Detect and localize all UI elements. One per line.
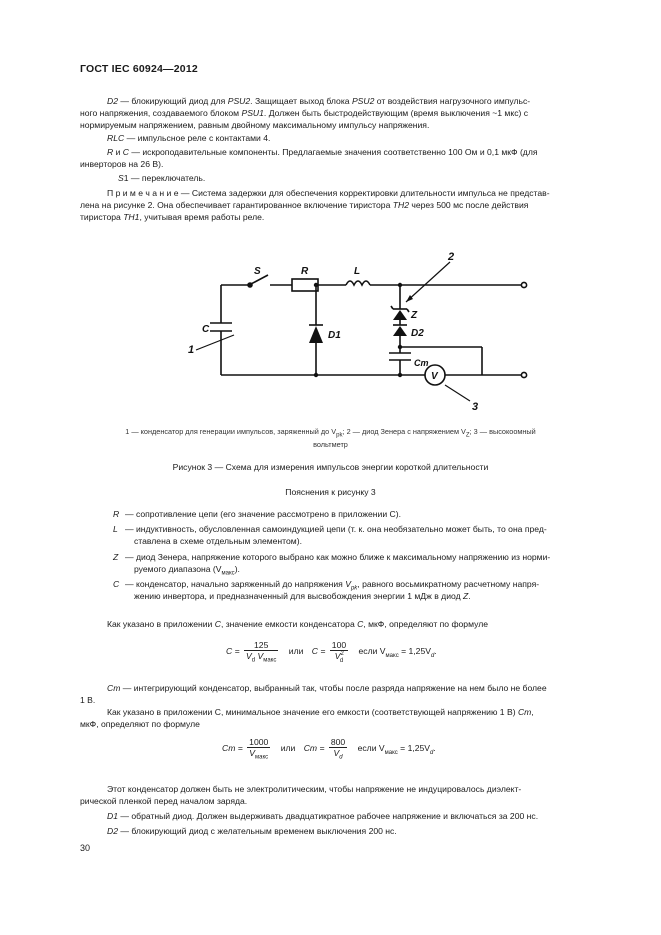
expl-c-text1: — конденсатор, начально заряженный до напряжения $V_{pk}$, равного восьмикратному расчетному напря- <box>125 579 540 592</box>
label-l: L <box>354 266 361 277</box>
label-d2: D2 <box>411 328 424 339</box>
expl-z-text2: руемого диапазона $(V_{макс})$. <box>134 564 240 577</box>
junction-z-top <box>398 283 402 287</box>
rlc-definition: RLC — импульсное реле с контактами 4. <box>107 133 271 143</box>
formula1-intro: Как указано в приложении С, значение емкости конденсатора C, мкФ, определяют по формуле <box>107 619 488 629</box>
label-c: C <box>202 324 210 335</box>
formula2: Cm = $\frac{1000}{V_{макс}}$ или Cm = $\frac{800}{V_d}$ если $V_{макс} = 1,25V_d$. <box>222 737 436 761</box>
figure-subtitle: Пояснения к рисунку 3 <box>285 487 376 497</box>
zener-z-triangle <box>393 310 407 320</box>
expl-l-text1: — индуктивность, обусловленная самоиндукцией цепи (т. к. она необязательно может быть, то она пред- <box>125 524 547 534</box>
figure-legend: 1 — конденсатор для генерации импульсов, заряженный до $V_{pk}$; 2 — диод Зенера с напряжением $V_Z$; 3 — высокоомный вольтметр <box>125 427 536 450</box>
d2-definition-line2: ного напряжения, создаваемого блоком PSU1. Должен быть быстродействующим (время выключения ~1 мкс) с <box>80 108 529 118</box>
s1-definition: S1 — переключатель. <box>118 173 206 183</box>
formula1: C = $\frac{125}{V_d V_{макс}}$ или C = $\frac{100}{V^2_d}$ если $V_{макс} = 1,25V_d$. <box>226 640 437 664</box>
expl-z-text1: — диод Зенера, напряжение которого выбрано как можно ближе к максимальному напряжению из норми- <box>125 552 551 562</box>
label-v: V <box>431 371 438 382</box>
page-number: 30 <box>80 843 91 853</box>
label-d1: D1 <box>328 330 341 341</box>
cm-definition-line2: 1 В. <box>80 695 96 705</box>
figure-title: Рисунок 3 — Схема для измерения импульсов энергии короткой длительности <box>172 462 489 472</box>
circuit-diagram <box>170 245 540 415</box>
closing-line1: Этот конденсатор должен быть не электролитическим, чтобы напряжение не индуцировалось диэлект- <box>107 784 522 794</box>
junction-d1-top <box>314 283 318 287</box>
rc-definition-line2: инверторов на 26 В). <box>80 159 164 169</box>
terminal-bottom <box>521 372 526 377</box>
expl-c-text2: жению инвертора, и предназначенный для высвобождения энергии 1 мДж в диод Z. <box>134 591 471 601</box>
note-line3: тиристора TH1, учитывая время работы реле. <box>80 212 265 222</box>
note-line1: П р и м е ч а н и е — Система задержки для обеспечения корректировки длительности импульса не представ- <box>107 188 550 198</box>
pointer-2 <box>406 262 450 302</box>
cm-definition-line1: Cm — интегрирующий конденсатор, выбранный так, чтобы после разряда напряжение на нем было не более <box>107 683 547 693</box>
formula2-intro-line1: Как указано в приложении С, минимальное значение его емкости (соответствующей напряжению 1 В) Cm, <box>107 707 534 717</box>
diode-d1-triangle <box>309 326 323 343</box>
label-z: Z <box>411 310 418 321</box>
d2-definition-line1: D2 — блокирующий диод для PSU2. Защищает выход блока PSU2 от воздействия нагрузочного импульс- <box>107 96 531 106</box>
expl-l-symbol: L <box>113 524 118 534</box>
note-line2: лена на рисунке 2. Она обеспечивает гарантированное включение тиристора TH2 через 500 мс после действия <box>80 200 529 210</box>
d2-definition-line3: нормируемым напряжением, равным двойному максимальному импульсу напряжения. <box>80 120 430 130</box>
junction-cm-top <box>398 345 402 349</box>
junction-d1-bottom <box>314 373 318 377</box>
pointer-1 <box>196 335 234 350</box>
label-number-3: 3 <box>472 401 479 413</box>
pointer-3 <box>445 385 470 401</box>
terminal-top <box>521 282 526 287</box>
expl-r-text: — сопротивление цепи (его значение рассмотрено в приложении С). <box>125 509 401 519</box>
junction-cm-bottom <box>398 373 402 377</box>
expl-z-symbol: Z <box>113 552 119 562</box>
d1-definition: D1 — обратный диод. Должен выдерживать двадцатикратное рабочее напряжение и включаться за 200 нс. <box>107 811 539 821</box>
label-s: S <box>254 266 261 277</box>
label-number-2: 2 <box>448 251 455 263</box>
inductor-l <box>346 281 370 285</box>
page-header-title: ГОСТ IEC 60924—2012 <box>80 63 198 75</box>
expl-l-text2: ставлена в схеме отдельным элементом). <box>134 536 302 546</box>
expl-c-symbol: C <box>113 579 120 589</box>
expl-r-symbol: R <box>113 509 120 519</box>
rc-definition-line1: R и C — искроподавительные компоненты. Предлагаемые значения соответственно 100 Ом и 0,1 мкФ (для <box>107 147 538 157</box>
d2-definition-final: D2 — блокирующий диод с желательным временем выключения 200 нс. <box>107 826 397 836</box>
label-r: R <box>301 266 309 277</box>
closing-line2: рической пленкой перед началом заряда. <box>80 796 248 806</box>
diode-d2-triangle <box>393 326 407 336</box>
label-cm: Cm <box>414 358 429 368</box>
label-number-1: 1 <box>188 344 195 356</box>
formula2-intro-line2: мкФ, определяют по формуле <box>80 719 200 729</box>
